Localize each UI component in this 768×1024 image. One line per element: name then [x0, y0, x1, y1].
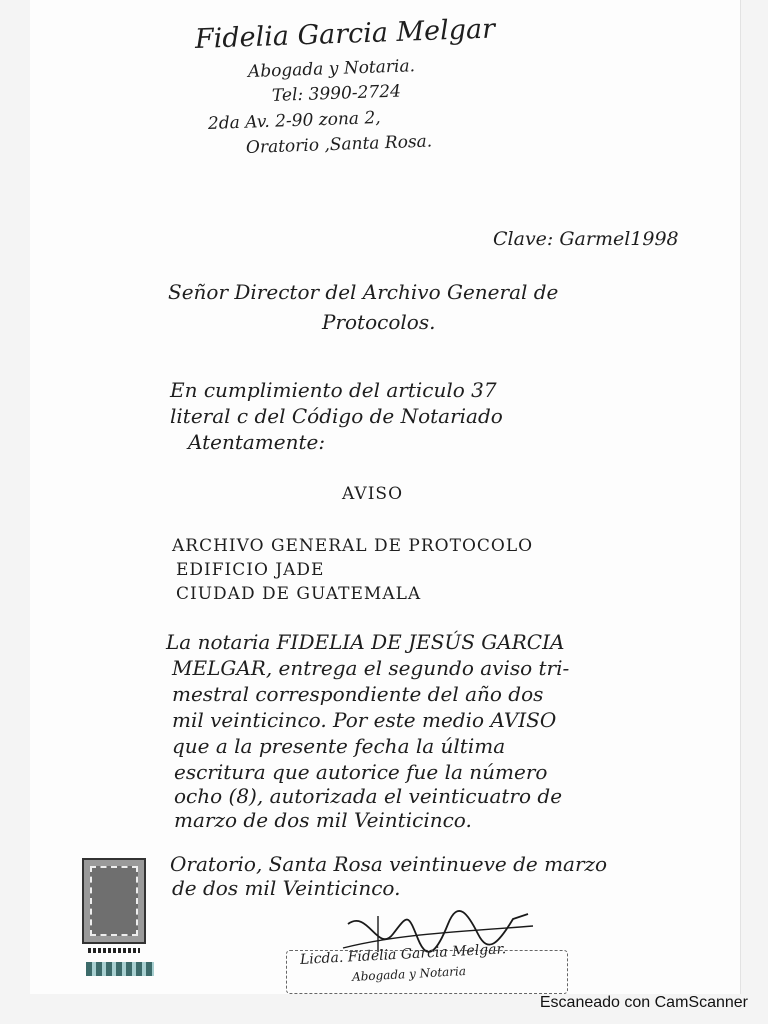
body-line4: mil veinticinco. Por este medio AVISO: [172, 708, 557, 732]
intro-line3: Atentamente:: [188, 430, 326, 454]
stamp-barcode: [88, 948, 140, 953]
body-line7: ocho (8), autorizada el veinticuatro de: [174, 784, 563, 808]
notary-stamp: [82, 858, 146, 944]
body-line2: MELGAR, entrega el segundo aviso tri-: [172, 656, 570, 680]
body-line1: La notaria FIDELIA DE JESÚS GARCIA: [166, 630, 565, 654]
body-line3: mestral correspondiente del año dos: [172, 682, 544, 706]
addressee-line2: EDIFICIO JADE: [176, 560, 325, 580]
letterhead-address-line1: 2da Av. 2-90 zona 2,: [207, 107, 381, 134]
signature-title: Abogada y Notaria: [351, 964, 467, 984]
letterhead-address-line2: Oratorio ,Santa Rosa.: [245, 131, 433, 158]
recipient-line1: Señor Director del Archivo General de: [168, 280, 559, 304]
intro-line2: literal c del Código de Notariado: [170, 404, 503, 428]
body-line5: que a la presente fecha la última: [172, 734, 506, 758]
document-title: AVISO: [342, 484, 404, 504]
letterhead-phone: Tel: 3990-2724: [271, 81, 402, 106]
intro-line1: En cumplimiento del articulo 37: [170, 378, 497, 402]
stamp-strip: [86, 962, 154, 976]
stamp-inner-icon: [90, 866, 138, 936]
closing-line2: de dos mil Veinticinco.: [172, 876, 401, 900]
letterhead-profession: Abogada y Notaria.: [247, 56, 416, 82]
signature-name: Licda. Fidelia Garcia Melgar.: [299, 941, 507, 968]
letterhead-name: Fidelia Garcia Melgar: [194, 13, 496, 55]
scanner-watermark: Escaneado con CamScanner: [539, 994, 748, 1011]
clave-code: Clave: Garmel1998: [493, 228, 679, 250]
recipient-line2: Protocolos.: [322, 310, 436, 334]
body-line6: escritura que autorice fue la número: [174, 760, 548, 784]
addressee-line1: ARCHIVO GENERAL DE PROTOCOLO: [172, 536, 534, 556]
body-line8: marzo de dos mil Veinticinco.: [174, 808, 472, 832]
addressee-line3: CIUDAD DE GUATEMALA: [176, 584, 422, 604]
closing-line1: Oratorio, Santa Rosa veintinueve de marzo: [170, 852, 608, 876]
